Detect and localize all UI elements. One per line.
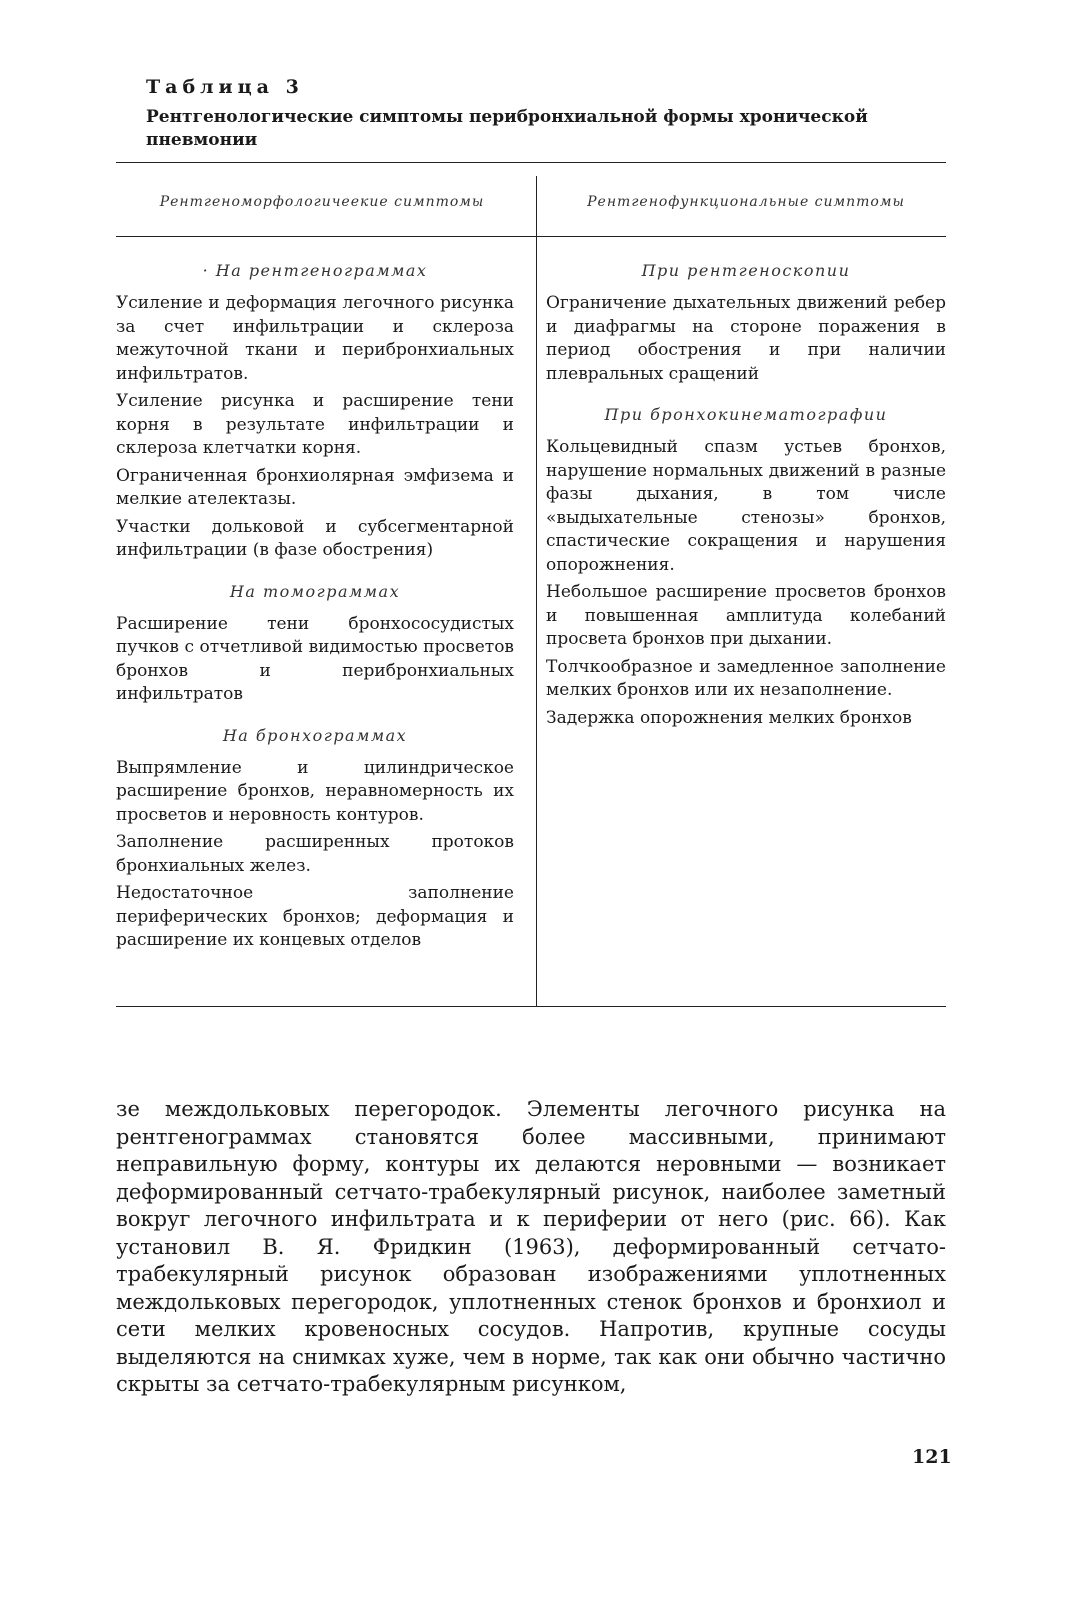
section-title-fluoroscopy: При рентгеноскопии (641, 261, 851, 280)
table-header-rule (116, 236, 946, 237)
right-column (546, 260, 946, 734)
left-column (116, 260, 514, 957)
table-bottom-rule (116, 1006, 946, 1007)
section-title-tomograms: На томограммах (229, 581, 401, 601)
section-title-bronchocinematography: При бронхокинематографии (604, 405, 888, 424)
table-title: Рентгенологические симптомы перибронхиальной формы хронической пневмонии (146, 107, 868, 150)
symptom-item: Участки дольковой и субсегментарной инфильтрации (в фазе обострения) (116, 516, 514, 560)
symptom-item: Недостаточное заполнение периферических бронхов; деформация и расширение их концевых отделов (116, 883, 514, 950)
symptom-item: Толчкообразное и замедленное заполнение мелких бронхов или их незаполнение. (546, 656, 946, 700)
table-top-rule (116, 162, 946, 163)
symptom-item: Кольцевидный спазм устьев бронхов, нарушение нормальных движений в разные фазы дыхания, в том числе «выдыхательные стенозы» бронхов, спастические сокращения и нарушения опорожнения. (546, 437, 946, 575)
symptom-item: Выпрямление и цилиндрическое расширение бронхов, неравномерность их просветов и неровность контуров. (116, 757, 514, 825)
page-number: 121 (912, 1446, 952, 1468)
symptom-item: Усиление рисунка и расширение тени корня в результате инфильтрации и склероза клетчатки корня. (116, 391, 514, 458)
symptom-item: Ограничение дыхательных движений ребер и диафрагмы на стороне поражения в период обострения и при наличии плевральных сращений (546, 293, 946, 384)
symptom-item: Заполнение расширенных протоков бронхиальных желез. (116, 832, 514, 876)
symptom-item: Расширение тени бронхососудистых пучков с отчетливой видимостью просветов бронхов и перибронхиальных инфильтратов (116, 613, 514, 704)
symptom-item: Небольшое расширение просветов бронхов и повышенная амплитуда колебаний просвета бронхов при дыхании. (546, 582, 946, 649)
table-column-divider (536, 176, 537, 1006)
body-paragraph: зе междольковых перегородок. Элементы легочного рисунка на рентгенограммах становятся более массивными, принимают неправильную форму, контуры их делаются неровными — возникает деформированный сетчато-трабекулярный рисунок, наиболее заметный вокруг легочного инфильтрата и к периферии от него (рис. 66). Как установил В. Я. Фридкин (1963), деформированный сетчато-трабекулярный рисунок образован изображениями уплотненных междольковых перегородок, уплотненных стенок бронхов и бронхиол и сети мелких кровеносных сосудов. Напротив, крупные сосуды выделяются на снимках хуже, чем в норме, так как они обычно частично скрыты за сетчато-трабекулярным рисунком, (116, 1097, 946, 1396)
section-title-bronchograms: На бронхограммах (222, 725, 408, 745)
column-header-right: Рентгенофункциональные симптомы (587, 194, 905, 210)
column-header-left: Рентгеноморфологичеекие симптомы (159, 194, 485, 210)
table-label: Таблица 3 (146, 76, 304, 98)
symptom-item: Усиление и деформация легочного рисунка за счет инфильтрации и склероза межуточной ткани и перибронхиальных инфильтратов. (116, 293, 514, 384)
symptom-item: Ограниченная бронхиолярная эмфизема и мелкие ателектазы. (116, 465, 514, 509)
section-title-radiographs: · На рентгенограммах (202, 261, 428, 280)
symptom-item: Задержка опорожнения мелких бронхов (546, 707, 912, 728)
